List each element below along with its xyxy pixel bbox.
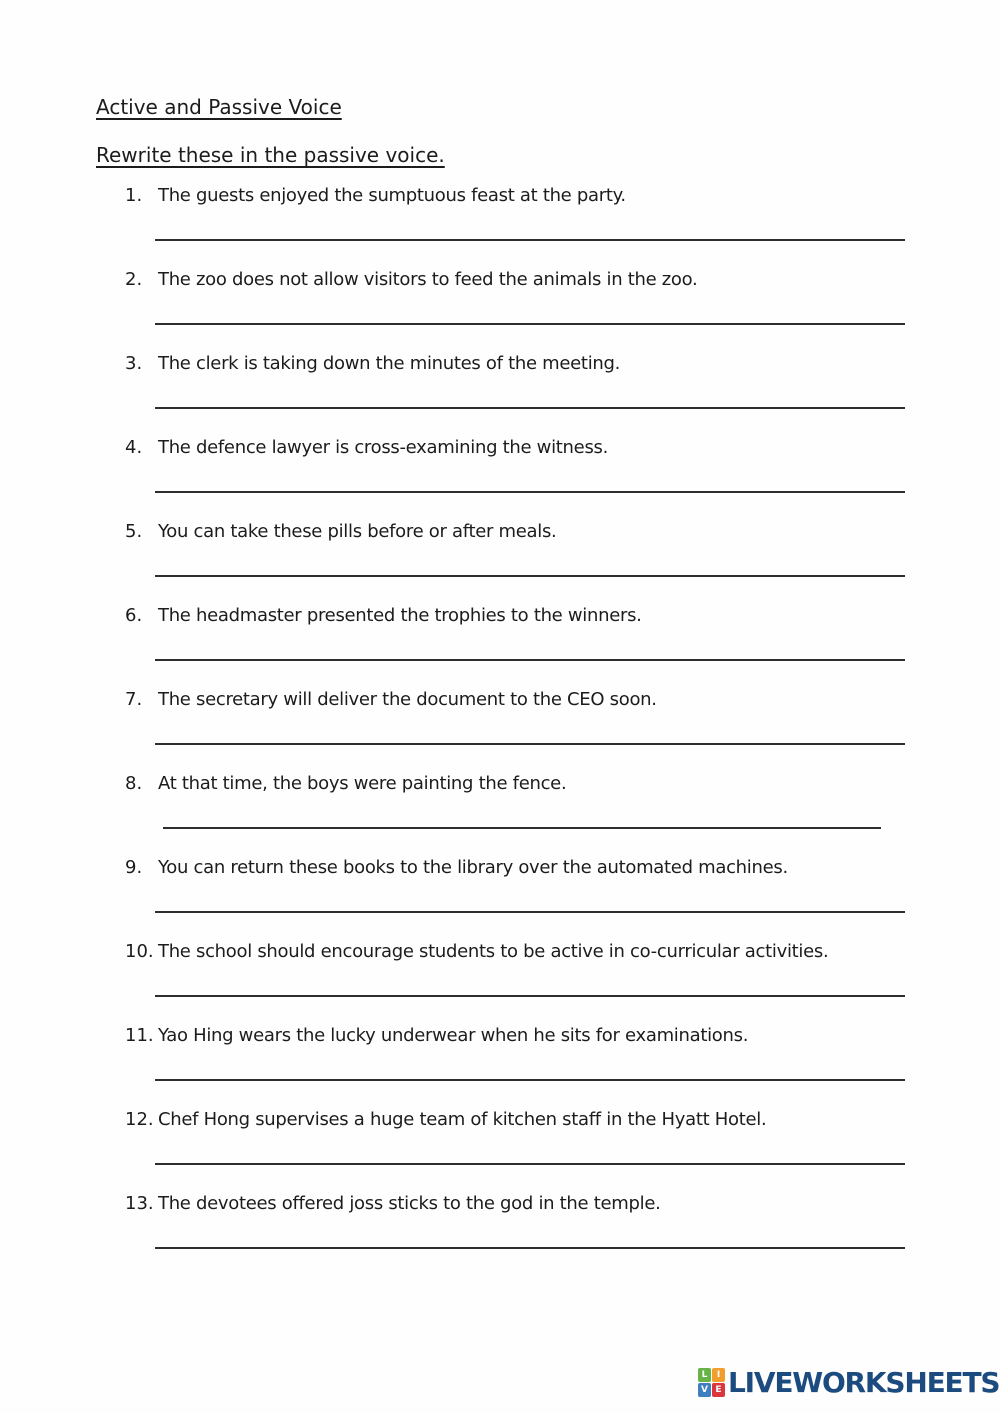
item-number: 9. [125,857,143,878]
logo-cell-e-icon: E [712,1383,725,1397]
answer-blank[interactable] [155,491,905,493]
exercise-sentence-row [96,183,966,208]
exercise-item [96,939,966,1023]
exercise-sentence-row [96,1191,966,1216]
exercise-item [96,855,966,939]
item-number: 4. [125,437,143,458]
item-sentence: The guests enjoyed the sumptuous feast at the party. [158,185,626,206]
liveworksheets-logo[interactable] [698,1365,1000,1399]
item-sentence: The clerk is taking down the minutes of the meeting. [158,353,621,374]
exercise-item [96,267,966,351]
exercise-item [96,687,966,771]
exercise-sentence-row [96,267,966,292]
answer-blank[interactable] [155,323,905,325]
exercise-item [96,1191,966,1275]
exercise-item [96,771,966,855]
exercise-sentence-row [96,519,966,544]
item-number: 1. [125,185,143,206]
exercise-sentence-row [96,1023,966,1048]
liveworksheets-brand-text: LIVEWORKSHEETS [728,1365,1000,1399]
item-number: 2. [125,269,143,290]
item-sentence: The school should encourage students to be active in co-curricular activities. [158,941,829,962]
item-sentence: You can take these pills before or after meals. [158,521,557,542]
answer-blank[interactable] [155,743,905,745]
answer-blank[interactable] [155,1079,905,1081]
answer-blank[interactable] [155,659,905,661]
exercise-sentence-row [96,771,966,796]
answer-blank[interactable] [155,1163,905,1165]
exercise-sentence-row [96,1107,966,1132]
item-number: 3. [125,353,143,374]
answer-blank[interactable] [155,995,905,997]
exercise-sentence-row [96,855,966,880]
instruction-text: Rewrite these in the passive voice. [96,143,445,167]
item-number: 7. [125,689,143,710]
logo-cell-l-icon: L [698,1368,711,1382]
exercise-item [96,1023,966,1107]
item-sentence: At that time, the boys were painting the fence. [158,773,567,794]
logo-cell-i-icon: I [712,1368,725,1382]
item-number: 12. [125,1109,154,1130]
item-sentence: The zoo does not allow visitors to feed the animals in the zoo. [158,269,698,290]
exercise-item [96,519,966,603]
exercise-item [96,435,966,519]
item-number: 8. [125,773,143,794]
answer-blank[interactable] [163,827,881,829]
liveworksheets-grid-icon [698,1368,725,1397]
item-sentence: The secretary will deliver the document to the CEO soon. [158,689,657,710]
exercise-sentence-row [96,939,966,964]
exercise-sentence-row [96,603,966,628]
item-number: 6. [125,605,143,626]
answer-blank[interactable] [155,575,905,577]
exercise-item [96,1107,966,1191]
exercise-sentence-row [96,435,966,460]
item-number: 11. [125,1025,154,1046]
item-sentence: The defence lawyer is cross-examining the witness. [158,437,609,458]
answer-blank[interactable] [155,1247,905,1249]
item-sentence: The devotees offered joss sticks to the god in the temple. [158,1193,661,1214]
exercise-item [96,183,966,267]
exercise-item [96,351,966,435]
exercise-sentence-row [96,351,966,376]
worksheet-header [96,94,445,168]
item-sentence: The headmaster presented the trophies to the winners. [158,605,642,626]
answer-blank[interactable] [155,407,905,409]
answer-blank[interactable] [155,911,905,913]
item-number: 10. [125,941,154,962]
item-sentence: Yao Hing wears the lucky underwear when he sits for examinations. [158,1025,749,1046]
item-number: 5. [125,521,143,542]
item-list [96,183,966,1275]
exercise-sentence-row [96,687,966,712]
answer-blank[interactable] [155,239,905,241]
item-sentence: You can return these books to the library over the automated machines. [158,857,788,878]
exercise-item [96,603,966,687]
item-number: 13. [125,1193,154,1214]
page-title: Active and Passive Voice [96,95,342,119]
item-sentence: Chef Hong supervises a huge team of kitchen staff in the Hyatt Hotel. [158,1109,767,1130]
logo-cell-v-icon: V [698,1383,711,1397]
